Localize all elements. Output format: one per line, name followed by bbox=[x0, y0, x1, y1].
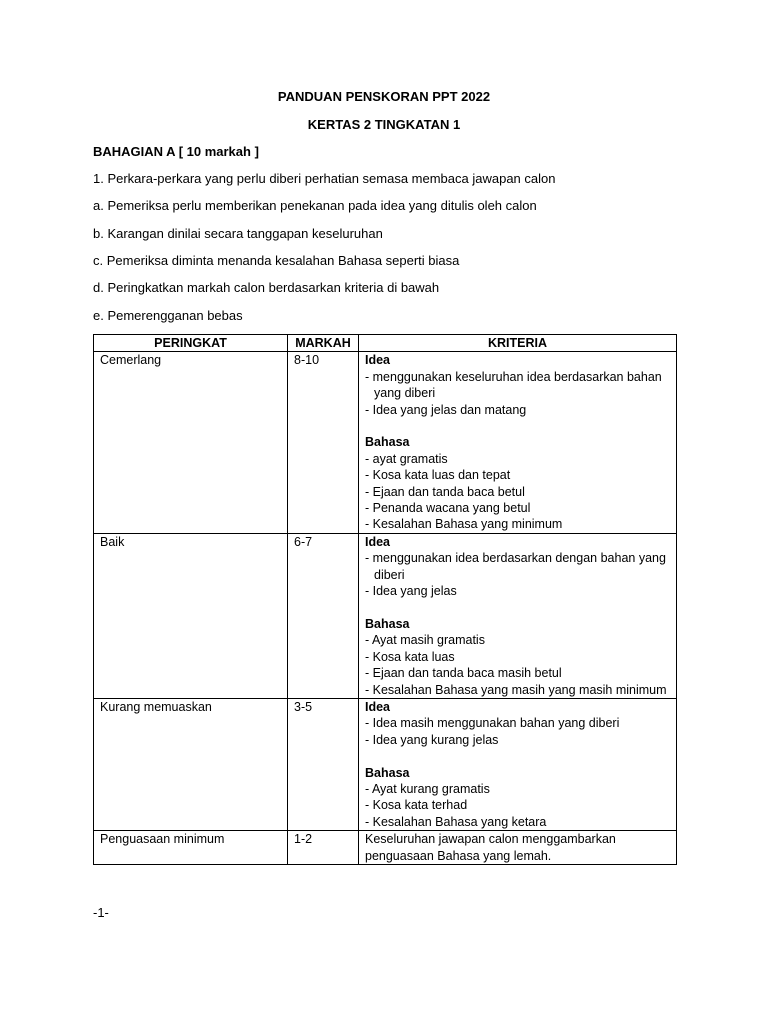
bahasa-item: - Ayat masih gramatis bbox=[365, 633, 485, 648]
point-e: e. Pemerengganan bebas bbox=[93, 308, 243, 323]
level-cell: Baik bbox=[94, 533, 288, 698]
bahasa-heading: Bahasa bbox=[365, 616, 410, 631]
idea-heading: Idea bbox=[365, 699, 391, 714]
bahasa-item: - Kosa kata luas bbox=[365, 649, 455, 664]
point-a: a. Pemeriksa perlu memberikan penekanan pada idea yang ditulis oleh calon bbox=[93, 198, 537, 213]
bahasa-heading: Bahasa bbox=[365, 765, 410, 780]
table-row bbox=[94, 831, 677, 865]
header-kriteria: KRITERIA bbox=[359, 335, 677, 352]
bahasa-item: - Kosa kata terhad bbox=[365, 798, 468, 813]
level-cell: Penguasaan minimum bbox=[94, 831, 288, 865]
idea-heading: Idea bbox=[365, 534, 391, 549]
spacer bbox=[365, 599, 670, 615]
bahasa-item: - Penanda wacana yang betul bbox=[365, 501, 531, 516]
bahasa-item: - Kosa kata luas dan tepat bbox=[365, 468, 511, 483]
marks-cell: 3-5 bbox=[288, 698, 359, 830]
table-header-row bbox=[94, 335, 677, 352]
bahasa-item: - Kesalahan Bahasa yang minimum bbox=[365, 517, 563, 532]
criteria-cell bbox=[359, 352, 677, 533]
marks-cell: 6-7 bbox=[288, 533, 359, 698]
intro-text: 1. Perkara-perkara yang perlu diberi perhatian semasa membaca jawapan calon bbox=[93, 171, 556, 186]
table-row bbox=[94, 533, 677, 698]
header-peringkat: PERINGKAT bbox=[94, 335, 288, 352]
level-cell: Cemerlang bbox=[94, 352, 288, 533]
bahasa-item: - ayat gramatis bbox=[365, 451, 448, 466]
point-b: b. Karangan dinilai secara tanggapan keseluruhan bbox=[93, 226, 383, 241]
level-cell: Kurang memuaskan bbox=[94, 698, 288, 830]
document-title: PANDUAN PENSKORAN PPT 2022 bbox=[277, 89, 491, 104]
spacer bbox=[365, 418, 670, 434]
criteria-cell bbox=[359, 533, 677, 698]
idea-item: - Idea yang kurang jelas bbox=[365, 732, 499, 747]
marks-cell: 1-2 bbox=[288, 831, 359, 865]
marks-cell: 8-10 bbox=[288, 352, 359, 533]
idea-item: - menggunakan idea berdasarkan dengan bahan yang diberi bbox=[365, 551, 666, 582]
bahasa-item: - Ejaan dan tanda baca masih betul bbox=[365, 666, 562, 681]
bahasa-item: - Ejaan dan tanda baca betul bbox=[365, 484, 525, 499]
header-markah: MARKAH bbox=[288, 335, 359, 352]
criteria-cell bbox=[359, 698, 677, 830]
bahasa-item: - Ayat kurang gramatis bbox=[365, 781, 490, 796]
idea-item: - menggunakan keseluruhan idea berdasarkan bahan yang diberi bbox=[365, 369, 662, 401]
criteria-cell bbox=[359, 831, 677, 865]
idea-item: - Idea masih menggunakan bahan yang diberi bbox=[365, 716, 620, 731]
rubric-table bbox=[93, 334, 677, 865]
idea-item: - Idea yang jelas bbox=[365, 584, 457, 599]
idea-heading: Idea bbox=[365, 353, 391, 368]
bahasa-item: - Kesalahan Bahasa yang masih yang masih minimum bbox=[365, 682, 667, 697]
page-number: -1- bbox=[93, 905, 109, 920]
criteria-summary: Keseluruhan jawapan calon menggambarkan penguasaan Bahasa yang lemah. bbox=[365, 832, 616, 863]
document-subtitle: KERTAS 2 TINGKATAN 1 bbox=[307, 117, 461, 132]
table-row bbox=[94, 698, 677, 830]
section-heading: BAHAGIAN A [ 10 markah ] bbox=[93, 144, 259, 159]
spacer bbox=[365, 748, 670, 764]
bahasa-item: - Kesalahan Bahasa yang ketara bbox=[365, 814, 547, 829]
table-row bbox=[94, 352, 677, 533]
point-d: d. Peringkatkan markah calon berdasarkan kriteria di bawah bbox=[93, 280, 440, 295]
point-c: c. Pemeriksa diminta menanda kesalahan Bahasa seperti biasa bbox=[93, 253, 460, 268]
bahasa-heading: Bahasa bbox=[365, 435, 410, 450]
idea-item: - Idea yang jelas dan matang bbox=[365, 402, 527, 417]
